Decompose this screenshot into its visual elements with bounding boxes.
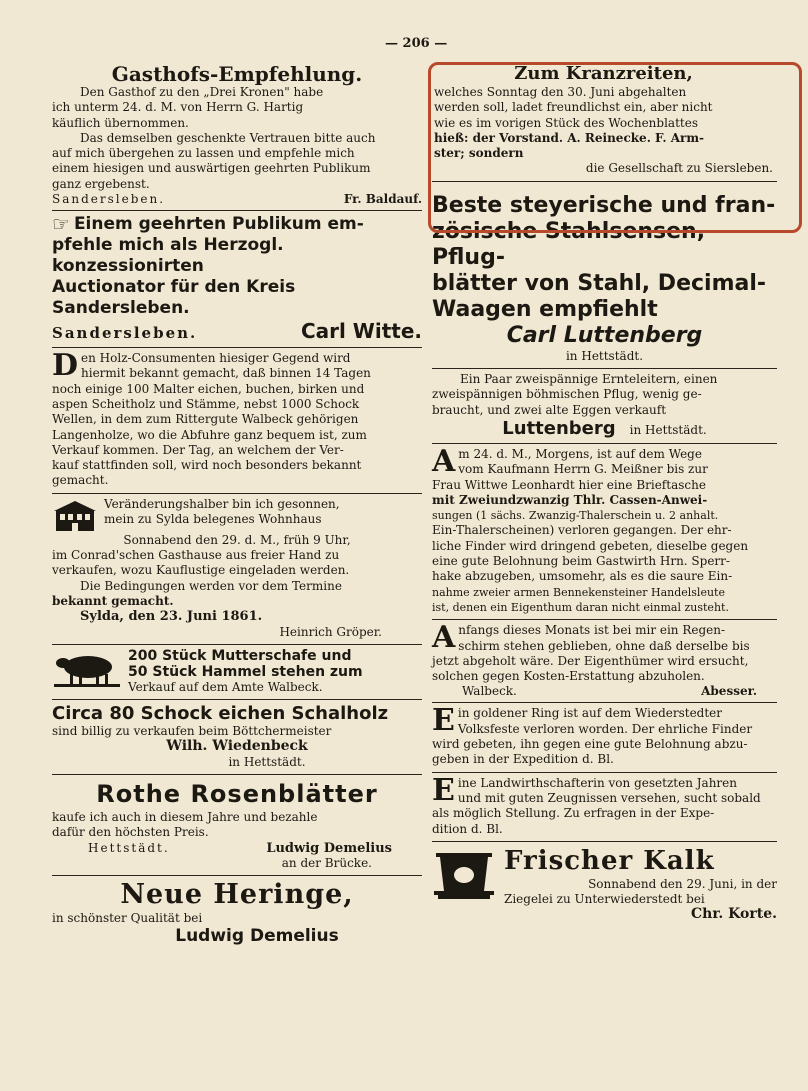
left-column bbox=[52, 60, 422, 950]
lime-kiln-icon bbox=[432, 847, 496, 901]
ad-landwirthschafterin: E ine Landwirthschafterin von gesetzten Jahren und mit guten Zeugnissen versehen, sucht sobald als möglich Stellung. Zu erfragen in der Expe- dition d. Bl. bbox=[432, 773, 777, 842]
house-icon bbox=[52, 499, 98, 533]
ad-ring: E in goldener Ring ist auf dem Wiederstedter Volksfeste verloren worden. Der ehrliche Finder wird gebeten, ihn gegen eine gute Belohnung abzu- geben in der Expedition d. Bl. bbox=[432, 703, 777, 772]
ad-ernteleitern: Ein Paar zweispännige Ernteleitern, einen zweispännigen böhmischen Pflug, wenig ge- braucht, und zwei alte Eggen verkauft Luttenberg in Hettstädt. bbox=[432, 369, 777, 444]
ad-heringe: Neue Heringe, in schönster Qualität bei Ludwig Demelius bbox=[52, 878, 354, 947]
ad-wohnhaus: Veränderungshalber bin ich gesonnen, mein zu Sylda belegenes Wohnhaus Sonnabend den 29. d. M., früh 9 Uhr, im Conrad'schen Gasthause aus freier Hand zu verkaufen, wozu Kauflustige eingeladen werden. Die Bedingungen werden vor dem Termine bekannt gemacht. Sylda, den 23. Juni 1861. Heinrich Gröper. bbox=[52, 494, 422, 645]
drop-cap: A bbox=[432, 620, 456, 656]
drop-cap: D bbox=[52, 348, 79, 384]
page-number: — 206 — bbox=[385, 36, 448, 51]
ad-stahlsensen: Beste steyerische und fran- zösische Stahlsensen, Pflug- blätter von Stahl, Decimal- Waagen empfiehlt Carl Luttenberg in Hettstädt. bbox=[432, 190, 777, 369]
ad-schafe: 200 Stück Mutterschafe und 50 Stück Hammel stehen zum Verkauf auf dem Amte Walbeck. bbox=[52, 645, 422, 700]
ad-signature: Luttenberg in Hettstädt. bbox=[502, 417, 707, 439]
ad-gasthof: Gasthofs-Empfehlung. Den Gasthof zu den „Drei Kronen" habe ich unterm 24. d. M. von Herrn G. Hartig käuflich übernommen. Das demselben geschenkte Vertrauen bitte auch auf mich übergehen zu lassen und empfehle mich einem hiesigen und auswärtigen geehrten Publikum ganz ergebenst. Sandersleben. Fr. Baldauf. bbox=[52, 60, 422, 211]
ad-signature: Walbeck. Abesser. bbox=[462, 684, 757, 699]
ad-kalk: Frischer Kalk Sonnabend den 29. Juni, in der Ziegelei zu Unterwiederstedt bei Chr. Korte. bbox=[432, 842, 777, 927]
ad-auctionator: ☞ Einem geehrten Publikum em- pfehle mich als Herzogl. konzessionirten Auctionator für den Kreis Sandersleben. Sandersleben. Carl Witte. bbox=[52, 211, 422, 348]
ad-rosenblaetter: Rothe Rosenblätter kaufe ich auch in diesem Jahre und bezahle dafür den höchsten Preis. Hettstädt. Ludwig Demelius an der Brücke. bbox=[52, 775, 422, 876]
ad-kranzreiten: Zum Kranzreiten, welches Sonntag den 30. Juni abgehalten werden soll, ladet freundlichst ein, aber nicht wie es im vorigen Stück des Wochenblattes hieß: der Vorstand. A. Reinecke. F. Arm- ster; sondern die Gesellschaft zu Siersleben. bbox=[432, 60, 777, 182]
drop-cap: E bbox=[432, 772, 455, 808]
ad-holz: D en Holz-Consumenten hiesiger Gegend wird hiermit bekannt gemacht, daß binnen 14 Tagen noch einige 100 Malter eichen, buchen, birken und aspen Scheitholz und Stämme, nebst 1000 Schock Wellen, in dem zum Rittergute Walbeck gehörigen Langenholze, wo die Abfuhre ganz bequem ist, zum Verkauf kommen. Der Tag, an welchem der Ver- kauf stattfinden soll, wird noch besonders bekannt gemacht. bbox=[52, 348, 422, 494]
ad-signature: Sandersleben. Carl Witte. bbox=[52, 319, 422, 344]
sheep-icon bbox=[52, 650, 122, 688]
ad-signature: Sandersleben. Fr. Baldauf. bbox=[52, 192, 422, 207]
highlight-box bbox=[428, 62, 802, 233]
ad-brieftasche: A m 24. d. M., Morgens, ist auf dem Wege vom Kaufmann Herrn G. Meißner bis zur Frau Wittwe Leonhardt hier eine Brieftasche mit Zweiundzwanzig Thlr. Cassen-Anwei- sungen (1 sächs. Zwanzig-Thalerschein u. 2 anhalt. Ein-Thalerscheinen) verloren gegangen. Der ehr- liche Finder wird dringend gebeten, dieselbe gegen eine gute Belohnung beim Gastwirth Hrn. Sperr- hake abzugeben, umsomehr, als es die saure Ein- nahme zweier armen Bennekensteiner Handelsleute ist, denen ein Eigenthum daran nicht einmal zusteht. bbox=[432, 444, 777, 620]
ad-schalholz: Circa 80 Schock eichen Schalholz sind billig zu verkaufen beim Böttchermeister Wilh. Wiedenbeck in Hettstädt. bbox=[52, 700, 422, 775]
drop-cap: E bbox=[432, 703, 455, 739]
pointing-hand-icon: ☞ bbox=[52, 212, 70, 237]
ad-signature: Hettstädt. Ludwig Demelius bbox=[88, 840, 392, 856]
drop-cap: A bbox=[432, 443, 456, 479]
ad-title: Gasthofs-Empfehlung. bbox=[111, 62, 363, 86]
ad-regenschirm: A nfangs dieses Monats ist bei mir ein Regen- schirm stehen geblieben, ohne daß derselbe bis jetzt abgeholt wäre. Der Eigenthümer wird ersucht, solchen gegen Kosten-Erstattung abzuholen. Walbeck. Abesser. bbox=[432, 620, 777, 703]
